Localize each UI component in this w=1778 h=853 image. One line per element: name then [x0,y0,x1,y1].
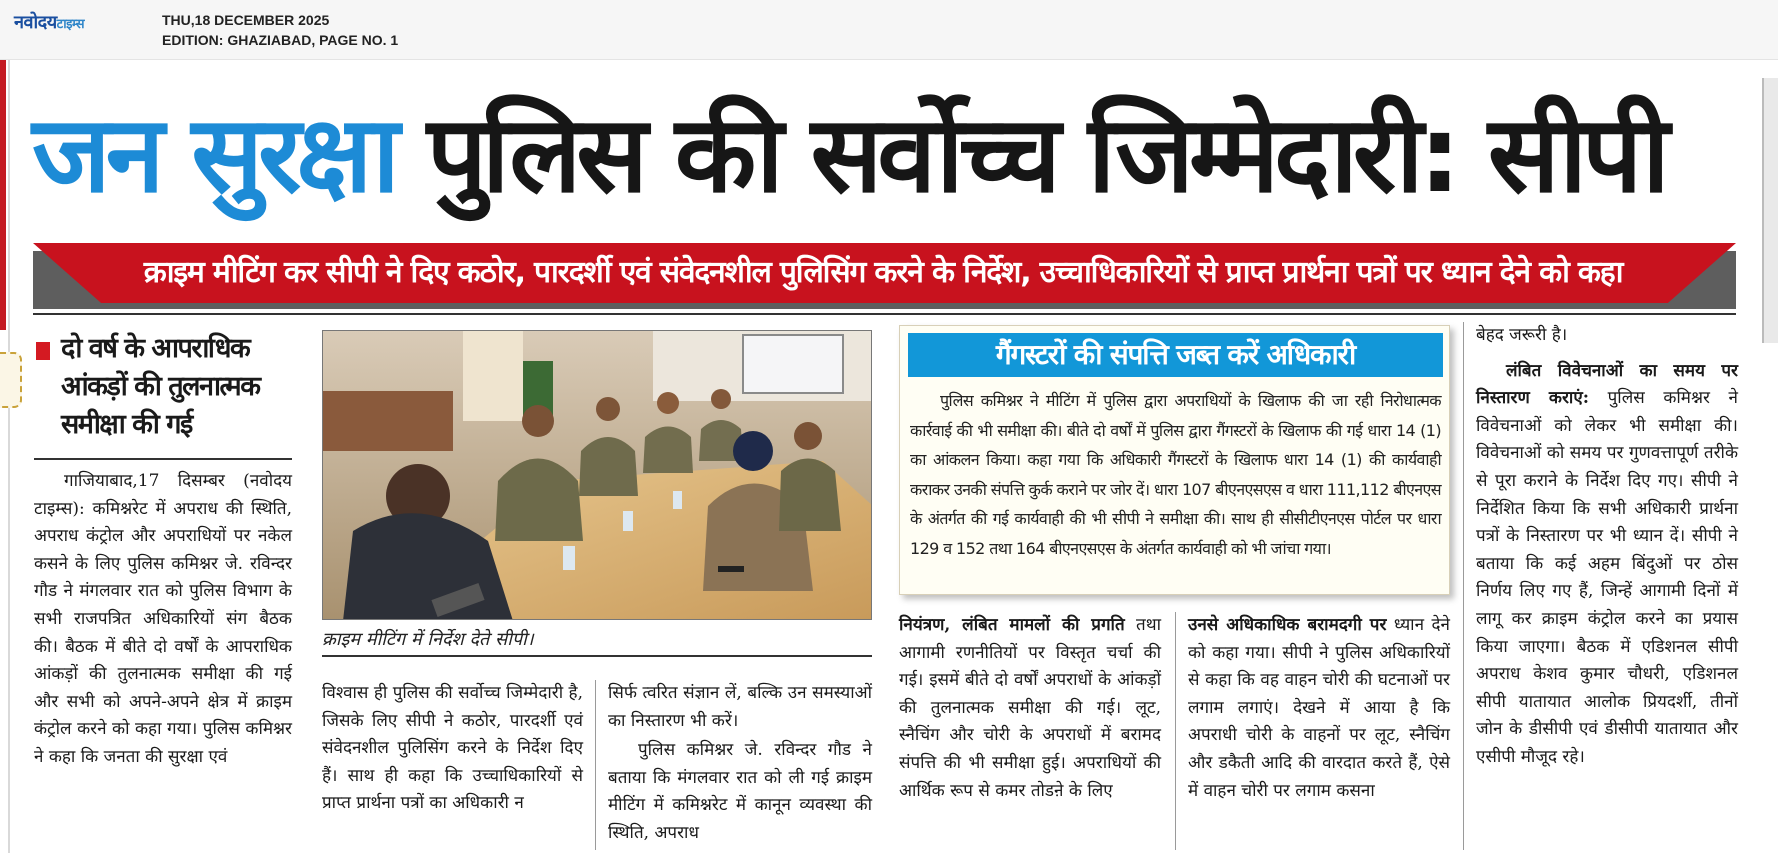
edition-info [162,10,398,50]
headline-highlight: जन सुरक्षा [32,93,395,216]
headline-main: पुलिस की सर्वोच्च जिम्मेदारी: सीपी [426,93,1665,216]
main-headline [32,80,1742,240]
boxed-story-body: पुलिस कमिश्नर ने मीटिंग में पुलिस द्वारा अपराधियों के खिलाफ की जा रही निरोधात्मक कार्रवाई की भी समीक्षा की। बीते दो वर्षों में पुलिस द्वारा गैंगस्टरों के खिलाफ की गई धारा 14 (1) का आंकलन किया। कहा गया कि अधिकारी गैंगस्टरों के खिलाफ धारा 14 (1) की कार्यवाही कराकर उनकी संपत्ति कुर्क कराने पर जोर दें। धारा 107 बीएनएसएस व धारा 111,112 बीएनएस के अंतर्गत की गई कार्यवाही की भी सीपी ने समीक्षा की। साथ ही सीसीटीएनएस पोर्टल पर धारा 129 व 152 तथा 164 बीएनएसएस के अंतर्गत कार्यवाही को भी जांचा गया। [910,391,1441,558]
bold-lead-text: नियंत्रण, लंबित मामलों की प्रगति [899,615,1125,635]
newspaper-header-bar [0,0,1778,60]
adjacent-article-edge [0,60,6,330]
column-divider [595,680,596,850]
article-paragraph [1476,358,1738,772]
adjacent-photo-edge [1762,78,1778,343]
headline-strap [33,243,1736,309]
article-paragraph [1188,612,1450,805]
publish-date: THU,18 DECEMBER 2025 [162,12,330,28]
meeting-photo-illustration [323,331,872,620]
logo-text: नवोदय [14,12,57,33]
bold-subhead: लंबित विवेचनाओं का समय पर निस्तारण कराएं: [1476,360,1738,409]
article-column-1 [34,468,292,772]
paragraph-text: तथा आगामी रणनीतियों पर विस्तृत चर्चा की गई। इसमें बीते दो वर्षों अपराधों के आंकड़ों की तुलनात्मक समीक्षा की गई। लूट, स्नैचिंग और चोरी के अपराधों में बरामद संपत्ति की भी समीक्षा हुई। अपराधियों की आर्थिक रूप से कमर तोडऩे के लिए [899,615,1161,801]
logo-subtext: टाइम्स [56,17,84,32]
article-column-5 [1188,612,1450,805]
divider-rule [34,458,292,460]
divider-rule [322,655,872,657]
boxed-story-title: गैंगस्टरों की संपत्ति जब्त करें अधिकारी [908,333,1443,377]
newspaper-logo[interactable] [14,10,84,34]
boxed-story [899,325,1450,595]
bullet-square-icon [36,342,50,360]
adjacent-clip-marker[interactable] [0,352,22,408]
article-paragraph: बेहद जरूरी है। [1476,325,1568,345]
article-column-6 [1476,322,1738,772]
paragraph-text: पुलिस कमिश्नर ने विवेचनाओं को लेकर भी समीक्षा की। विवेचनाओं को समय पर गुणवत्तापूर्ण तरीके से पूरा कराने के निर्देश दिए गए। सीपी ने निर्देशित किया कि सभी अधिकारी प्रार्थना पत्रों के निस्तारण पर भी ध्यान दें। सीपी ने बताया कि कई अहम बिंदुओं पर ठोस निर्णय लिए गए हैं, जिन्हें आगामी दिनों में लागू कर क्राइम कंट्रोल करने का प्रयास किया जाएगा। बैठक में एडिशनल सीपी अपराध केशव कुमार चौधरी, एडिशनल सीपी यातायात आलोक प्रियदर्शी, तीनों जोन के डीसीपी एवं डीसीपी यातायात और एसीपी मौजूद रहे। [1476,388,1738,767]
column-divider [1463,322,1464,850]
bold-lead-text: उनसे अधिकाधिक बरामदगी पर [1188,615,1387,635]
article-column-4 [899,612,1161,805]
newspaper-page [0,60,1778,853]
article-paragraph: सिर्फ त्वरित संज्ञान लें, बल्कि उन समस्याओं का निस्तारण भी करें। [608,683,872,731]
page-border [8,60,10,853]
article-column-2 [322,680,583,818]
paragraph-text: ध्यान देने को कहा गया। सीपी ने पुलिस अधिकारियों से कहा कि वह वाहन चोरी की घटनाओं पर लगाम लगाएं। देखने में आया है कि अपराधी चोरी के वाहनों पर लूट, स्नैचिंग और डकैती आदि की वारदात करते हैं, ऐसे में वाहन चोरी पर लगाम कसना [1188,615,1450,801]
article-paragraph: गाजियाबाद,17 दिसम्बर (नवोदय टाइम्स): कमिश्नरेट में अपराध की स्थिति, अपराध कंट्रोल और अपराधियों पर नकेल कसने के लिए पुलिस कमिश्नर जे. रविन्दर गौड ने मंगलवार रात को पुलिस विभाग के सभी राजपत्रित अधिकारियों संग बैठक की। बैठक में बीते दो वर्षों के आपराधिक आंकड़ों की तुलनात्मक समीक्षा की गई और सभी को अपने-अपने क्षेत्र में क्राइम कंट्रोल करने को कहा गया। पुलिस कमिश्नर ने कहा कि जनता की सुरक्षा एवं [34,471,292,767]
sub-headline-text: दो वर्ष के आपराधिक आंकड़ों की तुलनात्मक समीक्षा की गई [61,333,260,440]
edition-label: EDITION: GHAZIABAD, PAGE NO. 1 [162,32,399,48]
divider-rule [33,313,1736,315]
column-divider [1175,612,1176,850]
article-paragraph [899,612,1161,805]
strap-text: क्राइम मीटिंग कर सीपी ने दिए कठोर, पारदर्शी एवं संवेदनशील पुलिसिंग करने के निर्देश, उच्चाधिकारियों से प्राप्त प्रार्थना पत्रों पर ध्यान देने को कहा [143,255,1623,290]
photo-caption: क्राइम मीटिंग में निर्देश देते सीपी। [322,629,534,650]
article-photo[interactable] [322,330,872,620]
article-paragraph: विश्वास ही पुलिस की सर्वोच्च जिम्मेदारी है, जिसके लिए सीपी ने कठोर, पारदर्शी एवं संवेदनशील पुलिसिंग करने के निर्देश दिए हैं। साथ ही कहा कि उच्चाधिकारियों से प्राप्त प्रार्थना पत्रों का अधिकारी न [322,683,583,814]
article-paragraph: पुलिस कमिश्नर जे. रविन्दर गौड ने बताया कि मंगलवार रात को ली गई क्राइम मीटिंग में कमिश्नरेट में कानून व्यवस्था की स्थिति, अपराध [608,740,872,843]
article-column-3 [608,680,872,848]
